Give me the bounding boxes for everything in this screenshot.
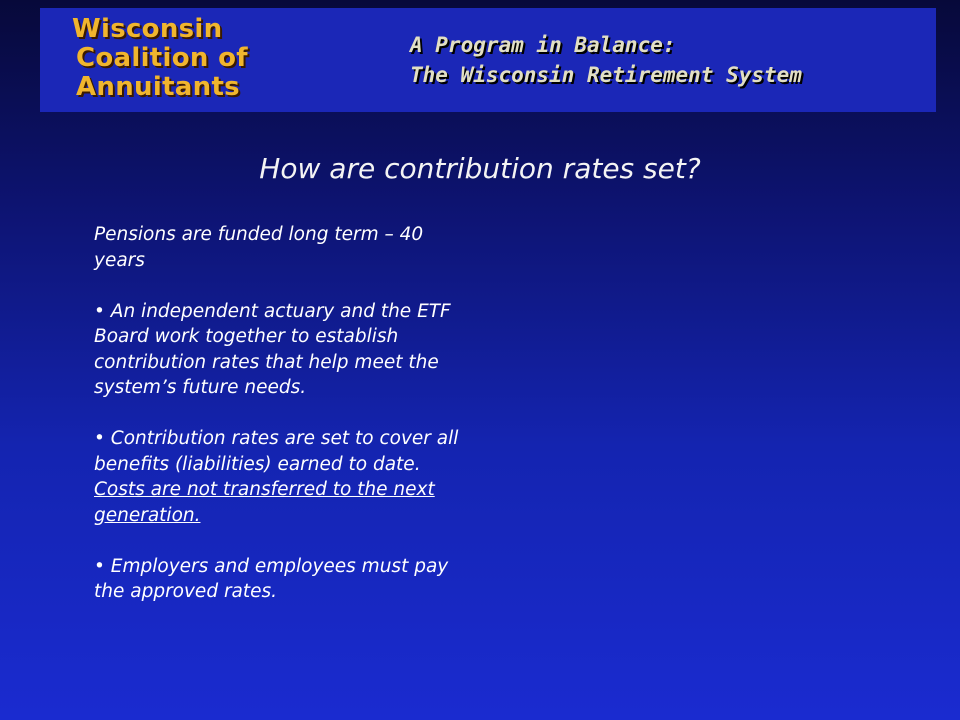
org-line-2: Coalition of: [76, 43, 248, 73]
bullet-employers: • Employers and employees must pay the approved rates.: [94, 555, 449, 602]
program-title: [410, 30, 802, 90]
organization-logo-text: [72, 15, 248, 102]
bullet-contribution-text: • Contribution rates are set to cover all benefits (liabilities) earned to date.: [94, 428, 459, 475]
intro-paragraph: Pensions are funded long term – 40 years: [94, 224, 424, 271]
header-banner: [40, 8, 936, 112]
slide-title: How are contribution rates set?: [259, 152, 701, 185]
bullet-actuary: • An independent actuary and the ETF Board work together to establish contribution rates that help meet the system’s future needs.: [94, 300, 451, 398]
org-line-1: Wisconsin: [72, 14, 223, 44]
bullet-contribution-underlined: Costs are not transferred to the next generation.: [94, 479, 435, 526]
program-line-1: A Program in Balance:: [410, 33, 676, 57]
slide-body: [94, 222, 466, 630]
bullet-contribution-rates: [94, 426, 466, 528]
program-line-2: The Wisconsin Retirement System: [410, 63, 802, 87]
org-line-3: Annuitants: [76, 72, 240, 102]
